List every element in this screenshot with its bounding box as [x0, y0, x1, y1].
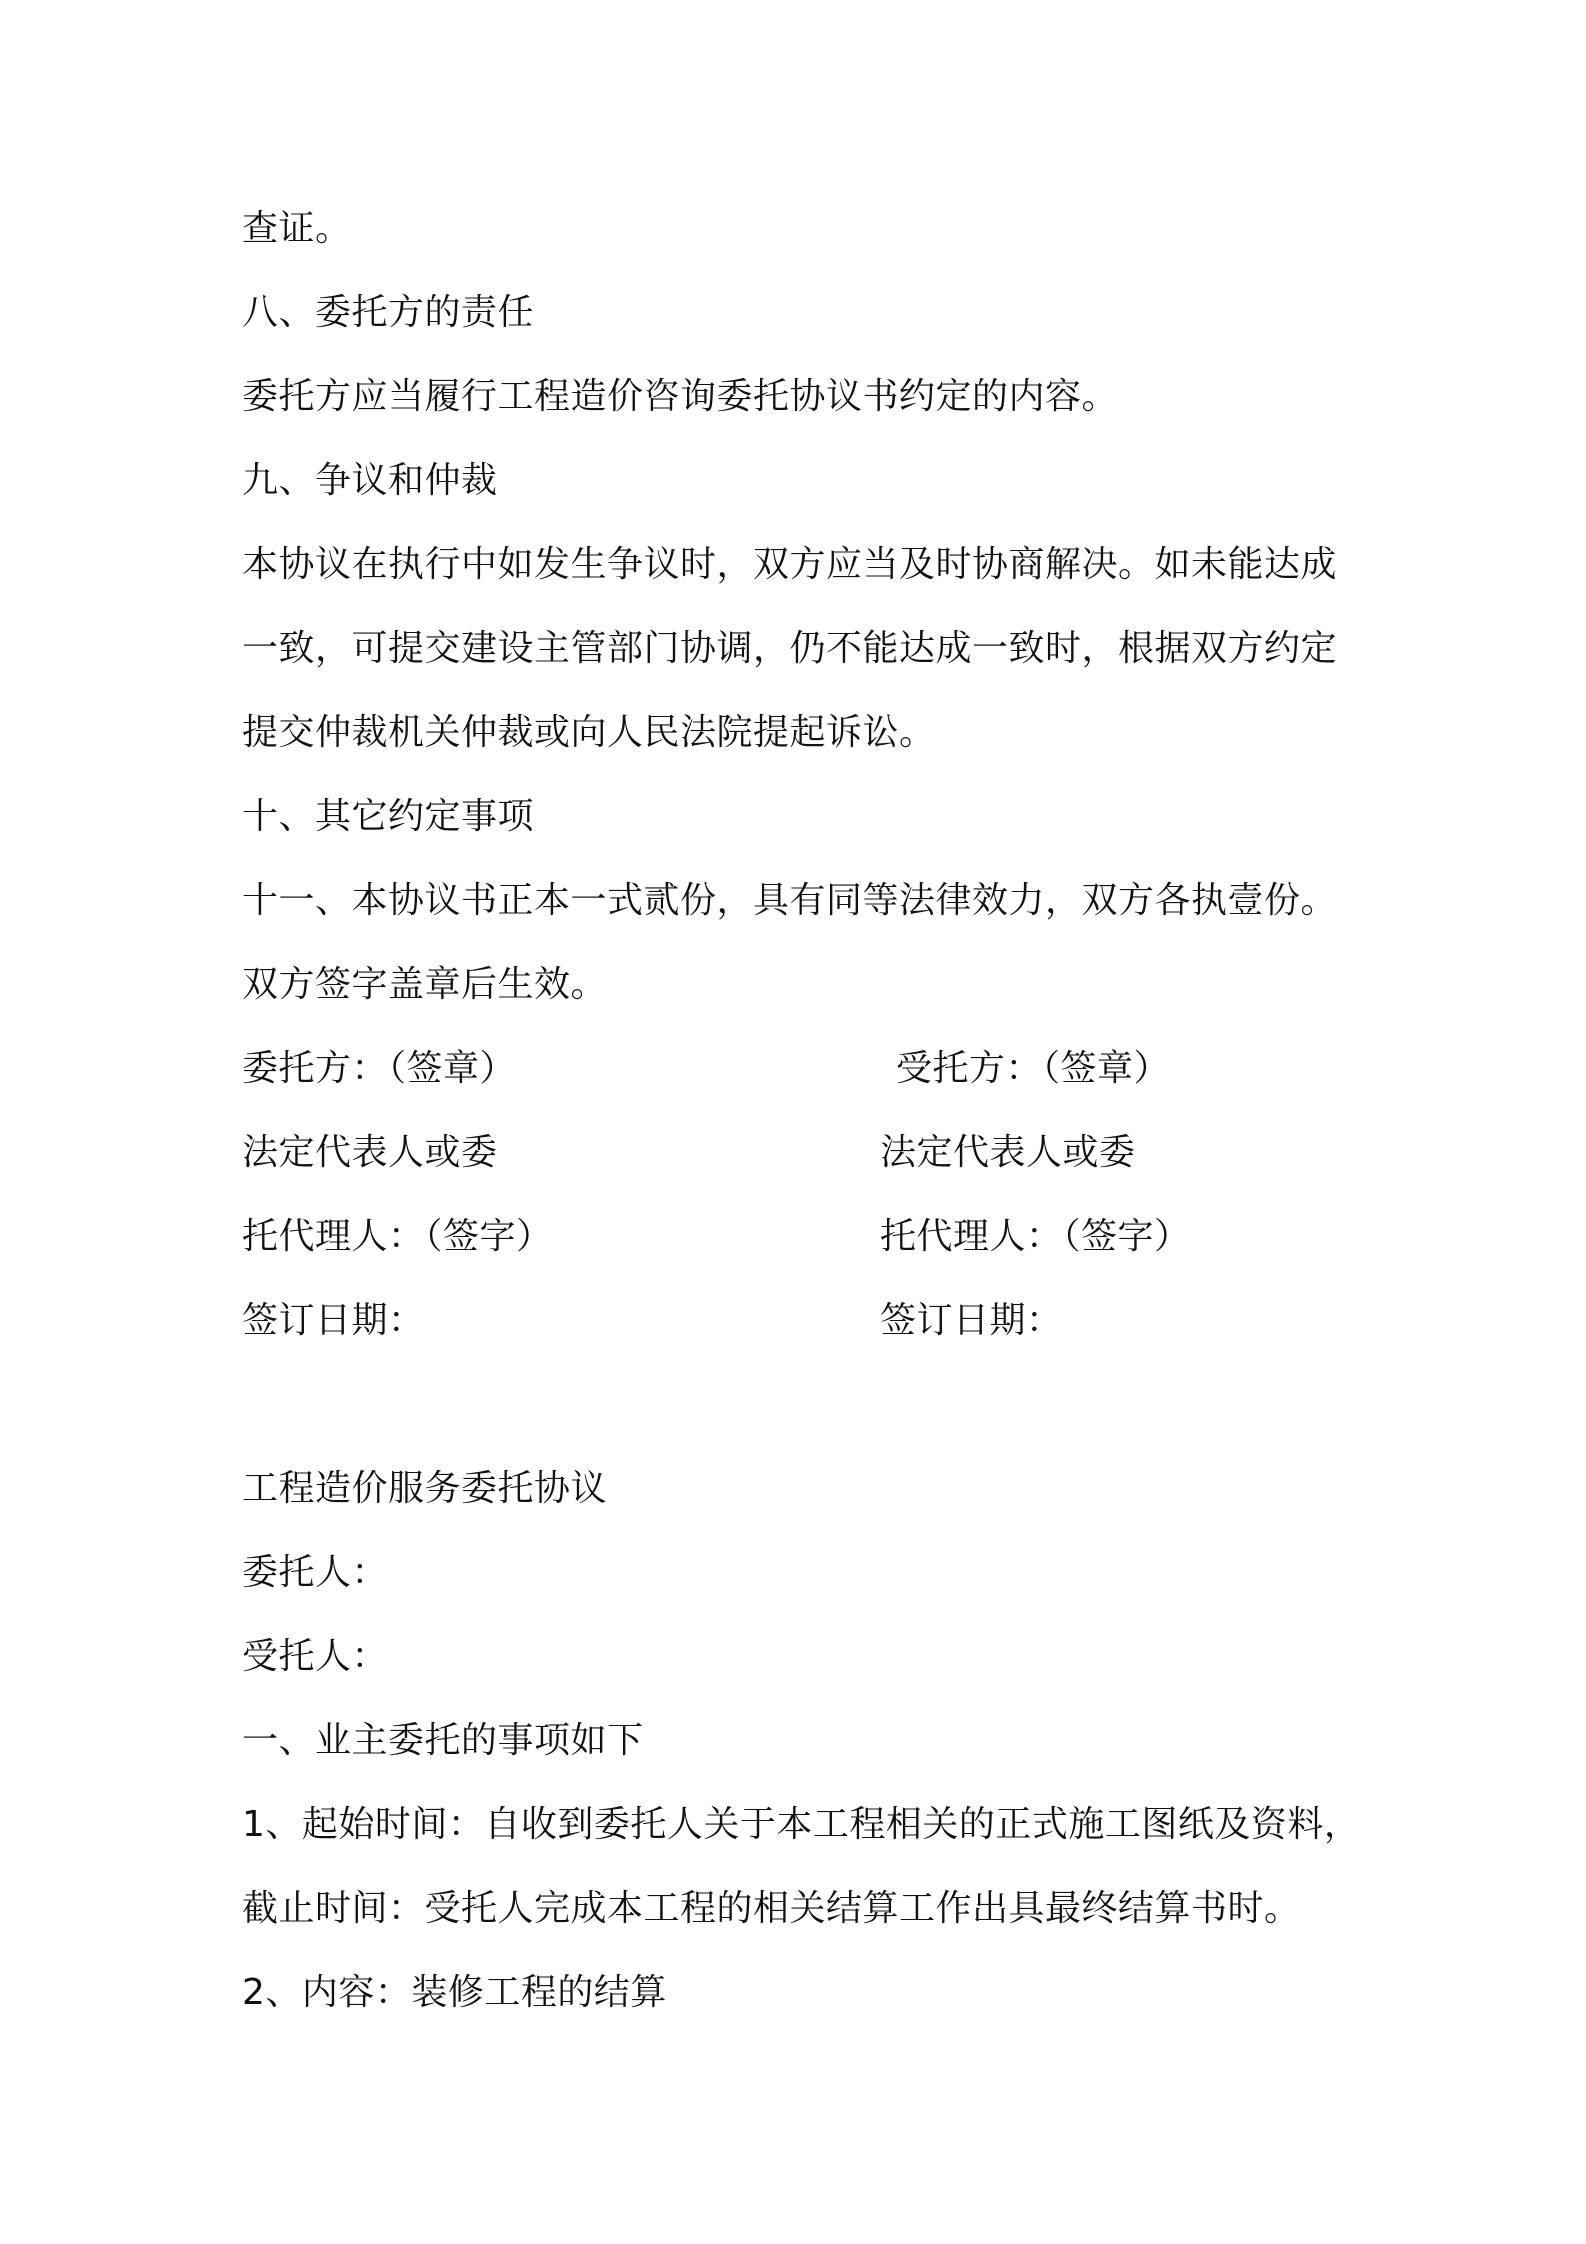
section-heading: 一、业主委托的事项如下: [242, 1720, 644, 1761]
paragraph-line: 一致，可提交建设主管部门协调，仍不能达成一致时，根据双方约定: [242, 628, 1338, 669]
signature-trustee-party: 受托方：（签章）: [896, 1048, 1171, 1089]
paragraph-line: 双方签字盖章后生效。: [242, 964, 608, 1005]
agreement-title: 工程造价服务委托协议: [242, 1468, 608, 1509]
paragraph-line: 截止时间：受托人完成本工程的相关结算工作出具最终结算书时。: [242, 1888, 1301, 1929]
paragraph-line: 1、起始时间：自收到委托人关于本工程相关的正式施工图纸及资料，: [242, 1804, 1361, 1845]
paragraph-line: 本协议在执行中如发生争议时，双方应当及时协商解决。如未能达成: [242, 544, 1338, 585]
section-heading: 十、其它约定事项: [242, 796, 535, 837]
section-heading: 九、争议和仲裁: [242, 460, 498, 501]
signature-trustee-date: 签订日期：: [880, 1300, 1063, 1341]
paragraph-line: 2、内容：装修工程的结算: [242, 1972, 667, 2013]
paragraph-line: 查证。: [242, 208, 352, 249]
signature-client-rep-line2: 托代理人：（签字）: [242, 1216, 553, 1257]
trustee-field: 受托人：: [242, 1636, 389, 1677]
signature-trustee-rep-line2: 托代理人：（签字）: [880, 1216, 1191, 1257]
section-heading: 八、委托方的责任: [242, 292, 535, 333]
paragraph-line: 十一、本协议书正本一式贰份，具有同等法律效力，双方各执壹份。: [242, 880, 1338, 921]
signature-client-date: 签订日期：: [242, 1300, 425, 1341]
signature-client-rep-line1: 法定代表人或委: [242, 1132, 498, 1173]
signature-trustee-rep-line1: 法定代表人或委: [880, 1132, 1136, 1173]
client-field: 委托人：: [242, 1552, 389, 1593]
signature-client-party: 委托方：（签章）: [242, 1048, 517, 1089]
paragraph-line: 提交仲裁机关仲裁或向人民法院提起诉讼。: [242, 712, 936, 753]
paragraph-line: 委托方应当履行工程造价咨询委托协议书约定的内容。: [242, 376, 1119, 417]
